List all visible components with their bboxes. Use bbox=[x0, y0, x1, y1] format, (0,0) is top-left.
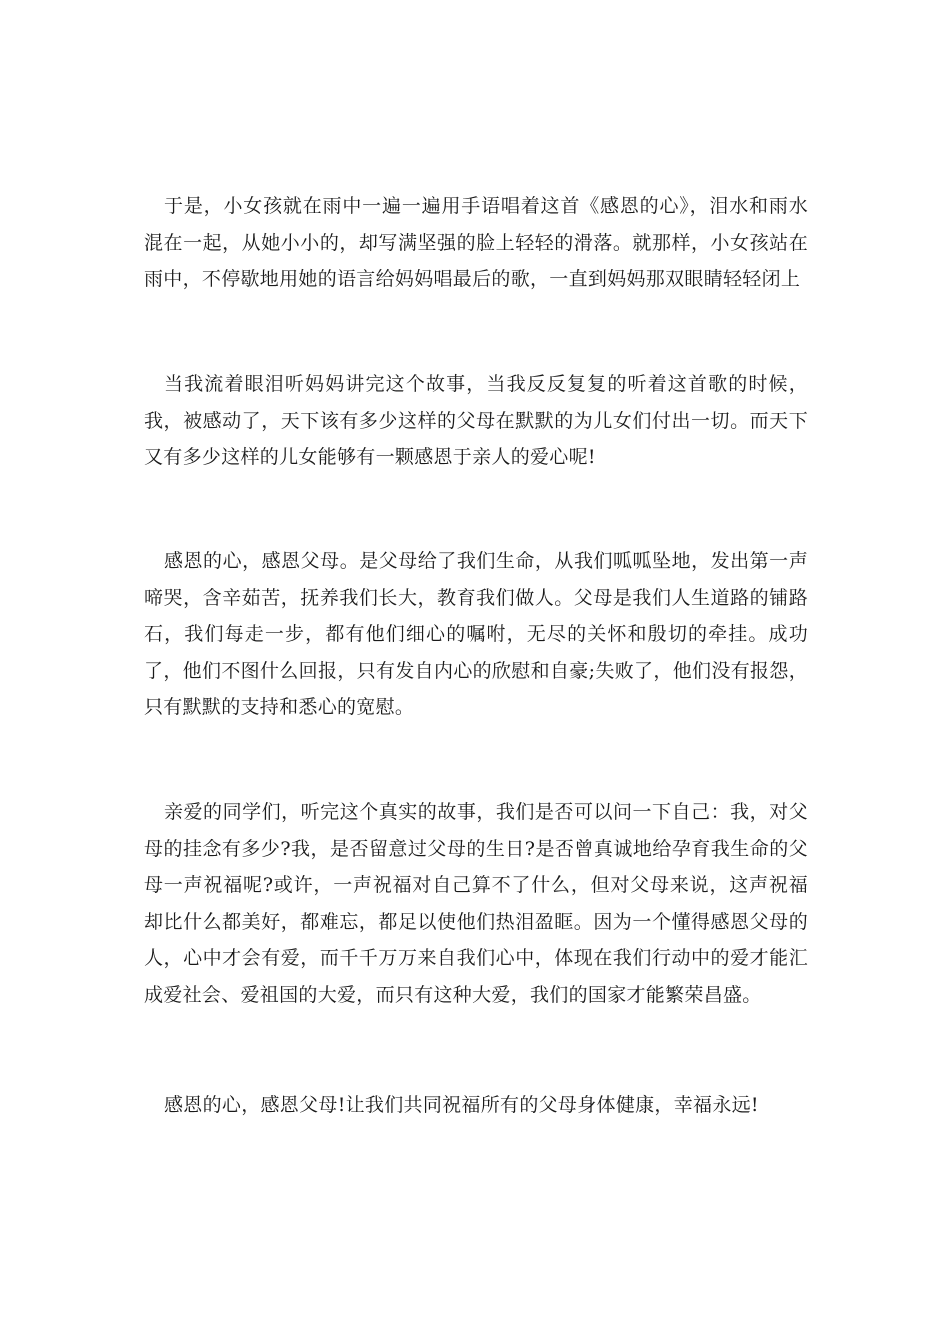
paragraph-1: 于是，小女孩就在雨中一遍一遍用手语唱着这首《感恩的心》，泪水和雨水混在一起，从她小小的，却写满坚强的脸上轻轻的滑落。就那样，小女孩站在雨中，不停歇地用她的语言给妈妈唱最后的歌，一直到妈妈那双眼睛轻轻闭上 bbox=[144, 195, 808, 290]
paragraph-4: 亲爱的同学们，听完这个真实的故事，我们是否可以问一下自己：我，对父母的挂念有多少?我，是否留意过父母的生日?是否曾真诚地给孕育我生命的父母一声祝福呢?或许，一声祝福对自己算不了什么，但对父母来说，这声祝福却比什么都美好，都难忘，都足以使他们热泪盈眶。因为一个懂得感恩父母的人，心中才会有爱，而千千万万来自我们心中，体现在我们行动中的爱才能汇成爱社会、爱祖国的大爱，而只有这种大爱，我们的国家才能繁荣昌盛。 bbox=[144, 801, 808, 1006]
paragraph-5: 感恩的心，感恩父母!让我们共同祝福所有的父母身体健康，幸福永远! bbox=[164, 1094, 759, 1116]
paragraph-2: 当我流着眼泪听妈妈讲完这个故事，当我反反复复的听着这首歌的时候，我，被感动了，天下该有多少这样的父母在默默的为儿女们付出一切。而天下又有多少这样的儿女能够有一颗感恩于亲人的爱心呢! bbox=[144, 373, 808, 468]
paragraph-3: 感恩的心，感恩父母。是父母给了我们生命，从我们呱呱坠地，发出第一声啼哭，含辛茹苦，抚养我们长大，教育我们做人。父母是我们人生道路的铺路石，我们每走一步，都有他们细心的嘱咐，无尽的关怀和殷切的牵挂。成功了，他们不图什么回报，只有发自内心的欣慰和自豪;失败了，他们没有报怨，只有默默的支持和悉心的宽慰。 bbox=[144, 550, 808, 718]
